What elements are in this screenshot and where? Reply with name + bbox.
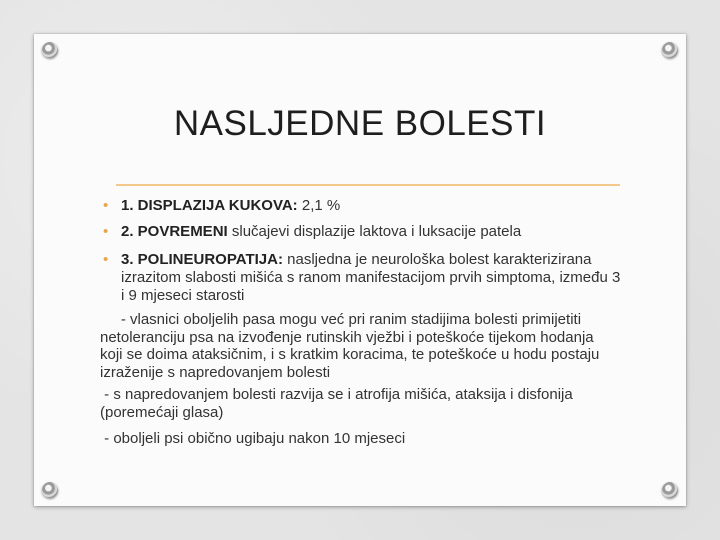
pin-icon-bottom-left	[42, 482, 58, 498]
title-divider	[116, 184, 620, 186]
pin-icon-top-left	[42, 42, 58, 58]
bullet-text: 2,1 %	[297, 197, 341, 214]
bullet-dot-icon: •	[103, 223, 109, 240]
paragraph-progression: - s napredovanjem bolesti razvija se i atrofija mišića, ataksija i disfonija (poremećaji glasa)	[100, 386, 577, 421]
bullet-text: nasljedna je neurološka bolest karakterizirana izrazitom slabosti mišića s ranom manifestacijom prvih simptoma, između 3 i 9 mjeseci starosti	[121, 251, 621, 304]
paragraph-symptoms: - vlasnici oboljelih pasa mogu već pri ranim stadijima bolesti primijetiti netoleranciju psa na izvođenje rutinskih vježbi i poteškoće tijekom hodanja koji se doima ataksičnim, i s kratkim koracima, te poteškoće u hodu postaju izraženije s napredovanjem bolesti	[100, 311, 604, 381]
bullet-dot-icon: •	[103, 197, 109, 214]
pin-icon-top-right	[662, 42, 678, 58]
pin-icon-bottom-right	[662, 482, 678, 498]
bullet-text: slučajevi displazije laktova i luksacije patela	[227, 223, 522, 240]
bullet-label: 2. POVREMENI	[121, 223, 228, 240]
bullet-label: 1. DISPLAZIJA KUKOVA:	[121, 197, 298, 214]
bullet-dot-icon: •	[103, 251, 109, 268]
paragraph-outcome: - oboljeli psi obično ugibaju nakon 10 mjeseci	[100, 430, 406, 447]
slide-title: NASLJEDNE BOLESTI	[173, 104, 547, 143]
bullet-label: 3. POLINEUROPATIJA:	[121, 251, 283, 268]
